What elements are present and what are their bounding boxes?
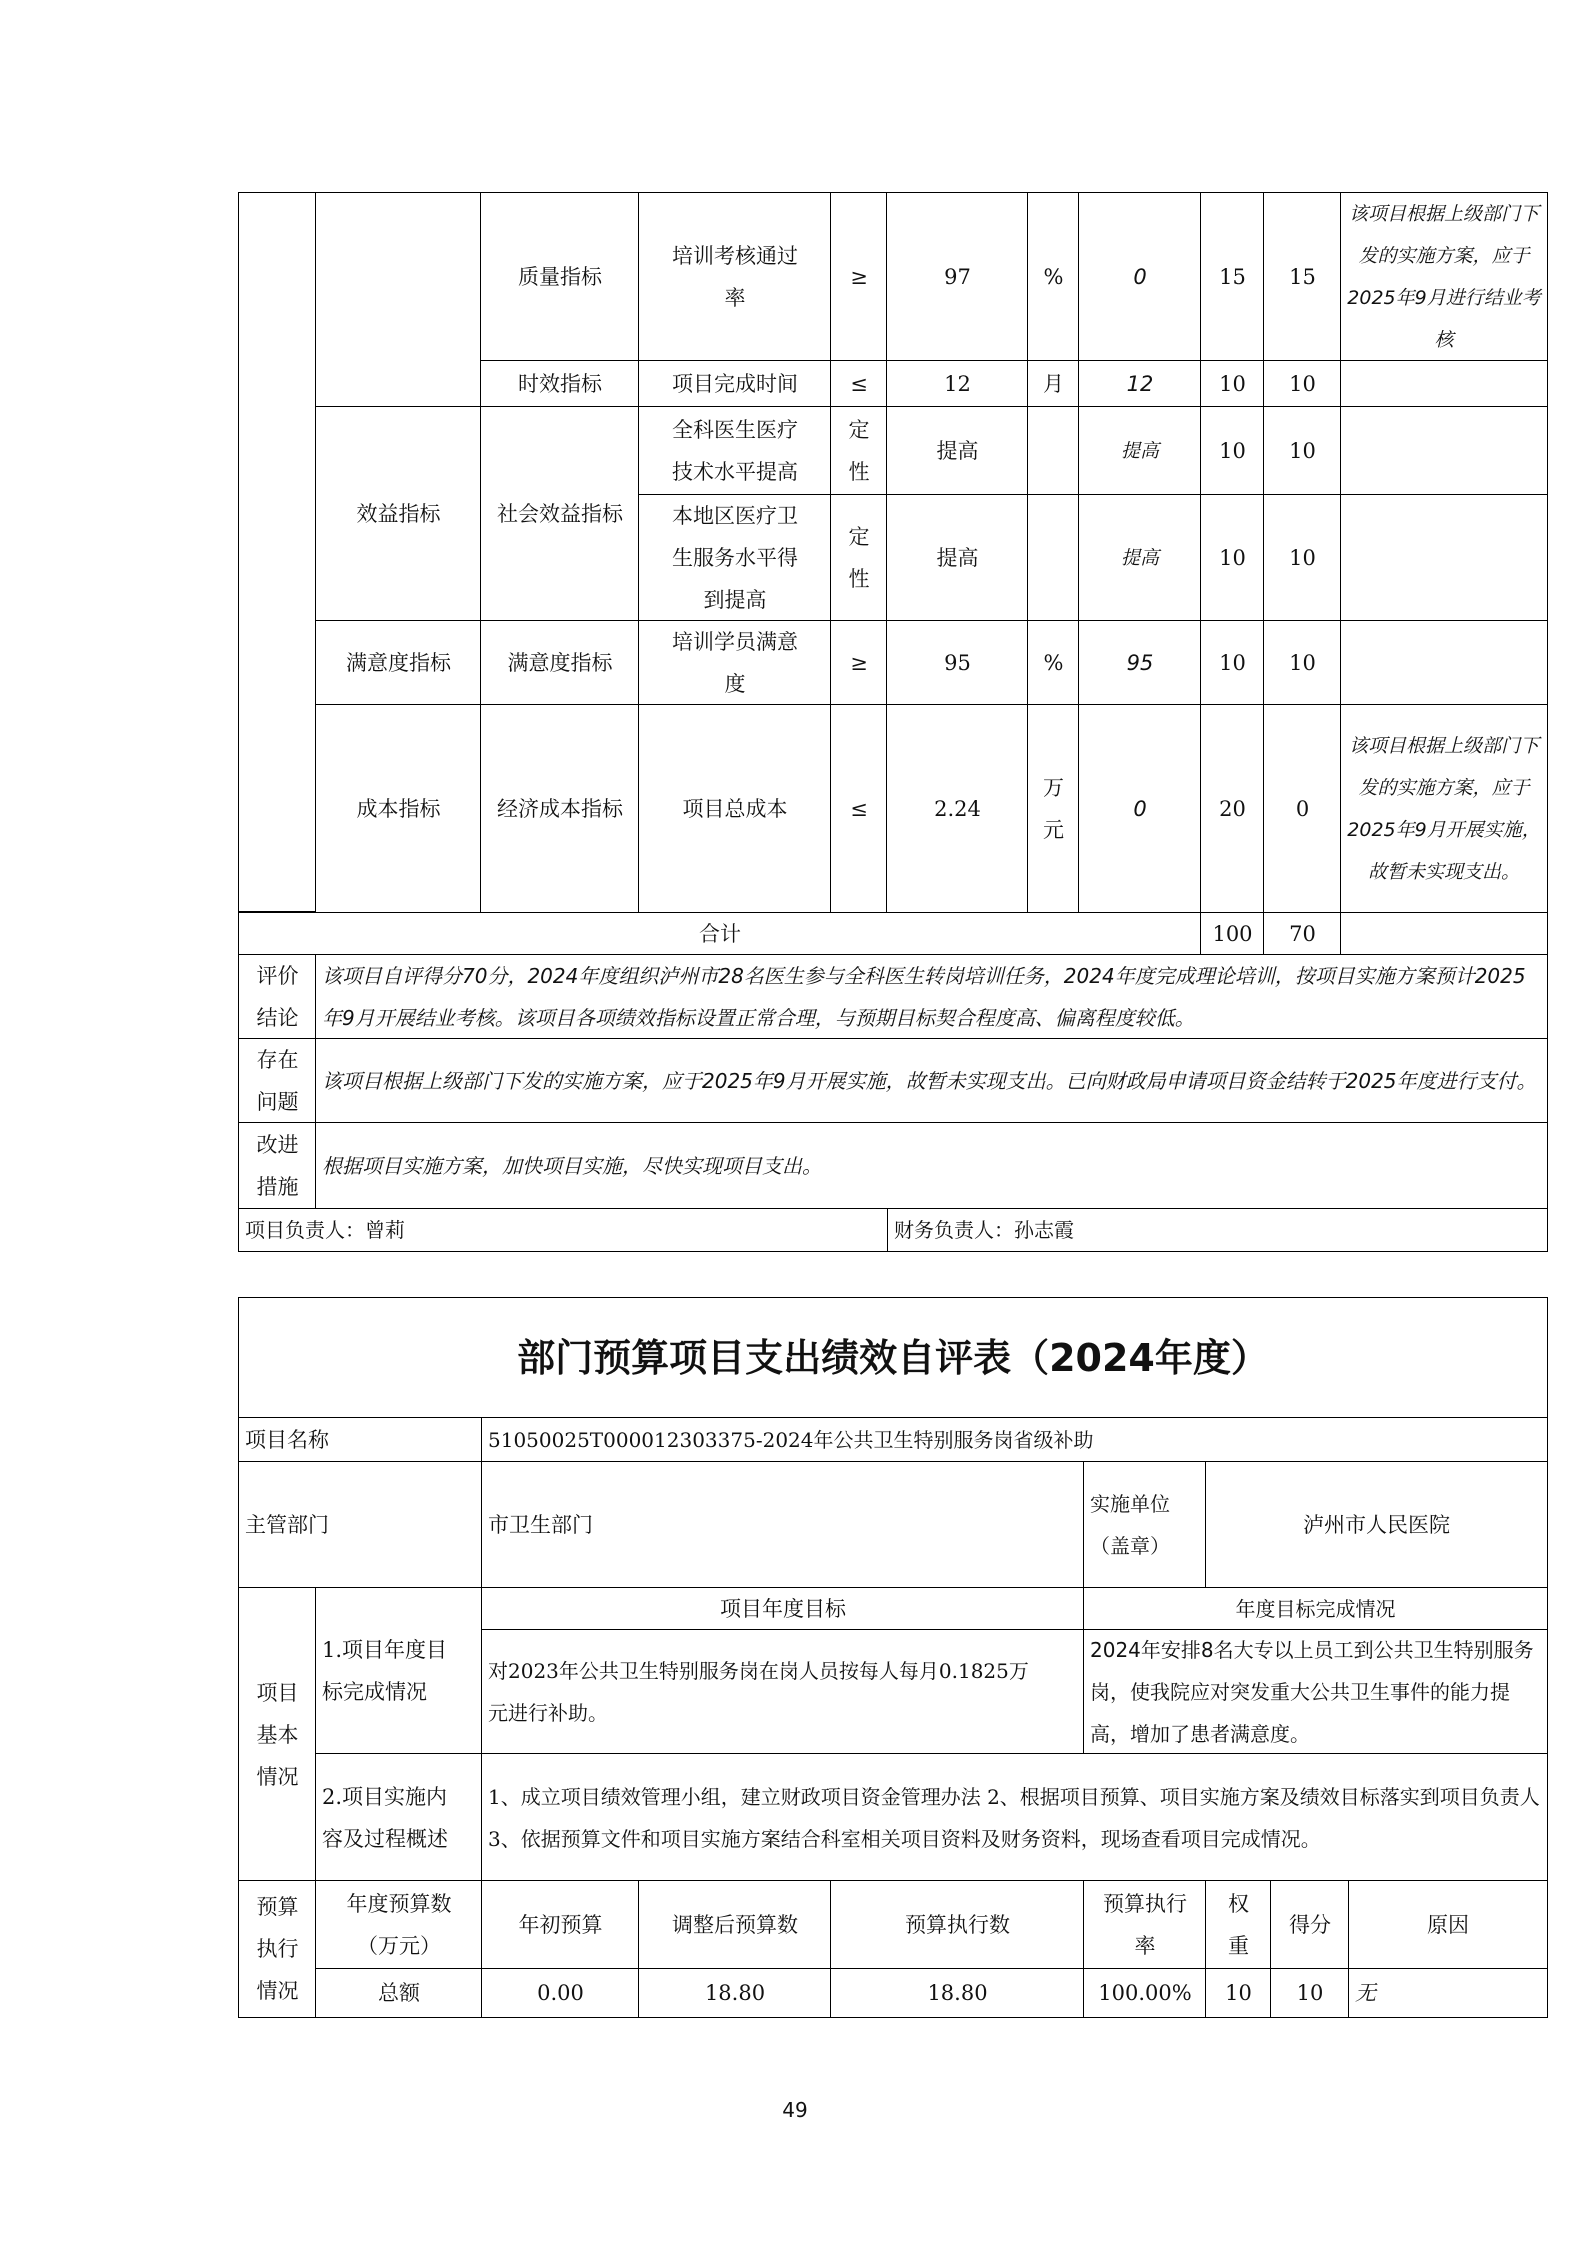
benefit-1-actual: 提高 [1078, 406, 1202, 496]
cost-op: ≤ [830, 704, 888, 914]
benefit-2-unit [1027, 494, 1080, 622]
satisfaction-level2: 满意度指标 [480, 620, 640, 706]
cost-level2: 经济成本指标 [480, 704, 640, 914]
budget-row-initial: 0.00 [481, 1968, 640, 2018]
finance-lead-signature: 财务负责人：孙志霞 [887, 1208, 1548, 1252]
quality-actual: 0 [1078, 192, 1202, 362]
quality-unit: % [1027, 192, 1080, 362]
quality-op: ≥ [830, 192, 888, 362]
total-weight: 100 [1200, 912, 1265, 956]
satisfaction-score: 10 [1263, 620, 1342, 706]
timeliness-op: ≤ [830, 360, 888, 408]
cost-weight: 20 [1200, 704, 1265, 914]
timeliness-reason [1340, 360, 1548, 408]
cost-level1: 成本指标 [315, 704, 482, 914]
basic-info-label: 项目基本情况 [238, 1587, 317, 1882]
benefit-1-score: 10 [1263, 406, 1342, 496]
project-name-label: 项目名称 [238, 1417, 483, 1463]
budget-row-adjusted: 18.80 [638, 1968, 832, 2018]
cost-reason: 该项目根据上级部门下发的实施方案，应于2025年9月开展实施，故暂未实现支出。 [1340, 704, 1548, 914]
level0-spanning-cell [238, 192, 317, 912]
budget-header-rate: 预算执行率 [1083, 1880, 1207, 1970]
quality-weight: 15 [1200, 192, 1265, 362]
satisfaction-indicator: 培训学员满意度 [638, 620, 832, 706]
cost-unit: 万元 [1027, 704, 1080, 914]
quality-reason: 该项目根据上级部门下发的实施方案，应于2025年9月进行结业考核 [1340, 192, 1548, 362]
conclusion-text: 该项目自评得分70分，2024年度组织泸州市28名医生参与全科医生转岗培训任务，2024年度完成理论培训，按项目实施方案预计2025年9月开展结业考核。该项目各项绩效指标设置正常合理，与预期目标契合程度高、偏离程度较低。 [315, 954, 1548, 1040]
quality-target: 97 [886, 192, 1029, 362]
benefit-2-target: 提高 [886, 494, 1029, 622]
problems-text: 该项目根据上级部门下发的实施方案，应于2025年9月开展实施，故暂未实现支出。已向财政局申请项目资金结转于2025年度进行支付。 [315, 1038, 1548, 1124]
budget-row-label: 总额 [315, 1968, 483, 2018]
budget-row-executed: 18.80 [830, 1968, 1085, 2018]
satisfaction-weight: 10 [1200, 620, 1265, 706]
project-lead-signature: 项目负责人：曾莉 [238, 1208, 889, 1252]
timeliness-unit: 月 [1027, 360, 1080, 408]
quality-level2: 质量指标 [480, 192, 640, 362]
conclusion-label: 评价结论 [238, 954, 317, 1040]
timeliness-score: 10 [1263, 360, 1342, 408]
budget-row-score: 10 [1270, 1968, 1350, 2018]
benefit-1-indicator: 全科医生医疗技术水平提高 [638, 406, 832, 496]
budget-header-adjusted: 调整后预算数 [638, 1880, 832, 1970]
budget-row-rate: 100.00% [1083, 1968, 1207, 2018]
budget-header-annual: 年度预算数（万元） [315, 1880, 483, 1970]
impl-label: 2.项目实施内容及过程概述 [315, 1753, 483, 1882]
quality-score: 15 [1263, 192, 1342, 362]
benefit-2-weight: 10 [1200, 494, 1265, 622]
dept-label: 主管部门 [238, 1461, 483, 1589]
total-reason [1340, 912, 1548, 956]
completion-header: 年度目标完成情况 [1083, 1587, 1548, 1631]
form-title: 部门预算项目支出绩效自评表（2024年度） [238, 1297, 1548, 1419]
page-number: 49 [782, 2098, 808, 2122]
quality-indicator: 培训考核通过率 [638, 192, 832, 362]
benefit-1-weight: 10 [1200, 406, 1265, 496]
measures-label: 改进措施 [238, 1122, 317, 1210]
satisfaction-target: 95 [886, 620, 1029, 706]
satisfaction-level1: 满意度指标 [315, 620, 482, 706]
cost-actual: 0 [1078, 704, 1202, 914]
cost-indicator: 项目总成本 [638, 704, 832, 914]
benefit-1-reason [1340, 406, 1548, 496]
budget-header-score: 得分 [1270, 1880, 1350, 1970]
total-label: 合计 [238, 912, 1202, 956]
budget-header-initial: 年初预算 [481, 1880, 640, 1970]
output-level1-cell [315, 192, 482, 408]
impl-text: 1、成立项目绩效管理小组，建立财政项目资金管理办法 2、根据项目预算、项目实施方案及绩效目标落实到项目负责人 3、依据预算文件和项目实施方案结合科室相关项目资料及财务资料，现场查看项目完成情况。 [481, 1753, 1548, 1882]
goal-label: 1.项目年度目标完成情况 [315, 1587, 483, 1755]
benefit-1-unit [1027, 406, 1080, 496]
project-name-value: 51050025T000012303375-2024年公共卫生特别服务岗省级补助 [481, 1417, 1548, 1463]
problems-label: 存在问题 [238, 1038, 317, 1124]
budget-header-weight: 权重 [1205, 1880, 1272, 1970]
budget-row-weight: 10 [1205, 1968, 1272, 2018]
goal-header: 项目年度目标 [481, 1587, 1085, 1631]
timeliness-level2: 时效指标 [480, 360, 640, 408]
timeliness-indicator: 项目完成时间 [638, 360, 832, 408]
cost-target: 2.24 [886, 704, 1029, 914]
total-score: 70 [1263, 912, 1342, 956]
benefit-2-op: 定性 [830, 494, 888, 622]
benefit-2-reason [1340, 494, 1548, 622]
timeliness-weight: 10 [1200, 360, 1265, 408]
timeliness-actual: 12 [1078, 360, 1202, 408]
impl-unit-value: 泸州市人民医院 [1205, 1461, 1548, 1589]
budget-row-reason: 无 [1348, 1968, 1548, 2018]
benefit-1-target: 提高 [886, 406, 1029, 496]
budget-label: 预算执行情况 [238, 1880, 317, 2018]
budget-header-executed: 预算执行数 [830, 1880, 1085, 1970]
benefit-2-indicator: 本地区医疗卫生服务水平得到提高 [638, 494, 832, 622]
benefit-level1: 效益指标 [315, 406, 482, 622]
timeliness-target: 12 [886, 360, 1029, 408]
measures-text: 根据项目实施方案，加快项目实施，尽快实现项目支出。 [315, 1122, 1548, 1210]
goal-text: 对2023年公共卫生特别服务岗在岗人员按每人每月0.1825万元进行补助。 [481, 1629, 1085, 1755]
cost-score: 0 [1263, 704, 1342, 914]
satisfaction-actual: 95 [1078, 620, 1202, 706]
satisfaction-unit: % [1027, 620, 1080, 706]
dept-value: 市卫生部门 [481, 1461, 1085, 1589]
benefit-level2: 社会效益指标 [480, 406, 640, 622]
benefit-2-score: 10 [1263, 494, 1342, 622]
benefit-2-actual: 提高 [1078, 494, 1202, 622]
budget-header-reason: 原因 [1348, 1880, 1548, 1970]
completion-text: 2024年安排8名大专以上员工到公共卫生特别服务岗，使我院应对突发重大公共卫生事件的能力提高，增加了患者满意度。 [1083, 1629, 1548, 1755]
benefit-1-op: 定性 [830, 406, 888, 496]
satisfaction-reason [1340, 620, 1548, 706]
impl-unit-label: 实施单位（盖章） [1083, 1461, 1207, 1589]
satisfaction-op: ≥ [830, 620, 888, 706]
